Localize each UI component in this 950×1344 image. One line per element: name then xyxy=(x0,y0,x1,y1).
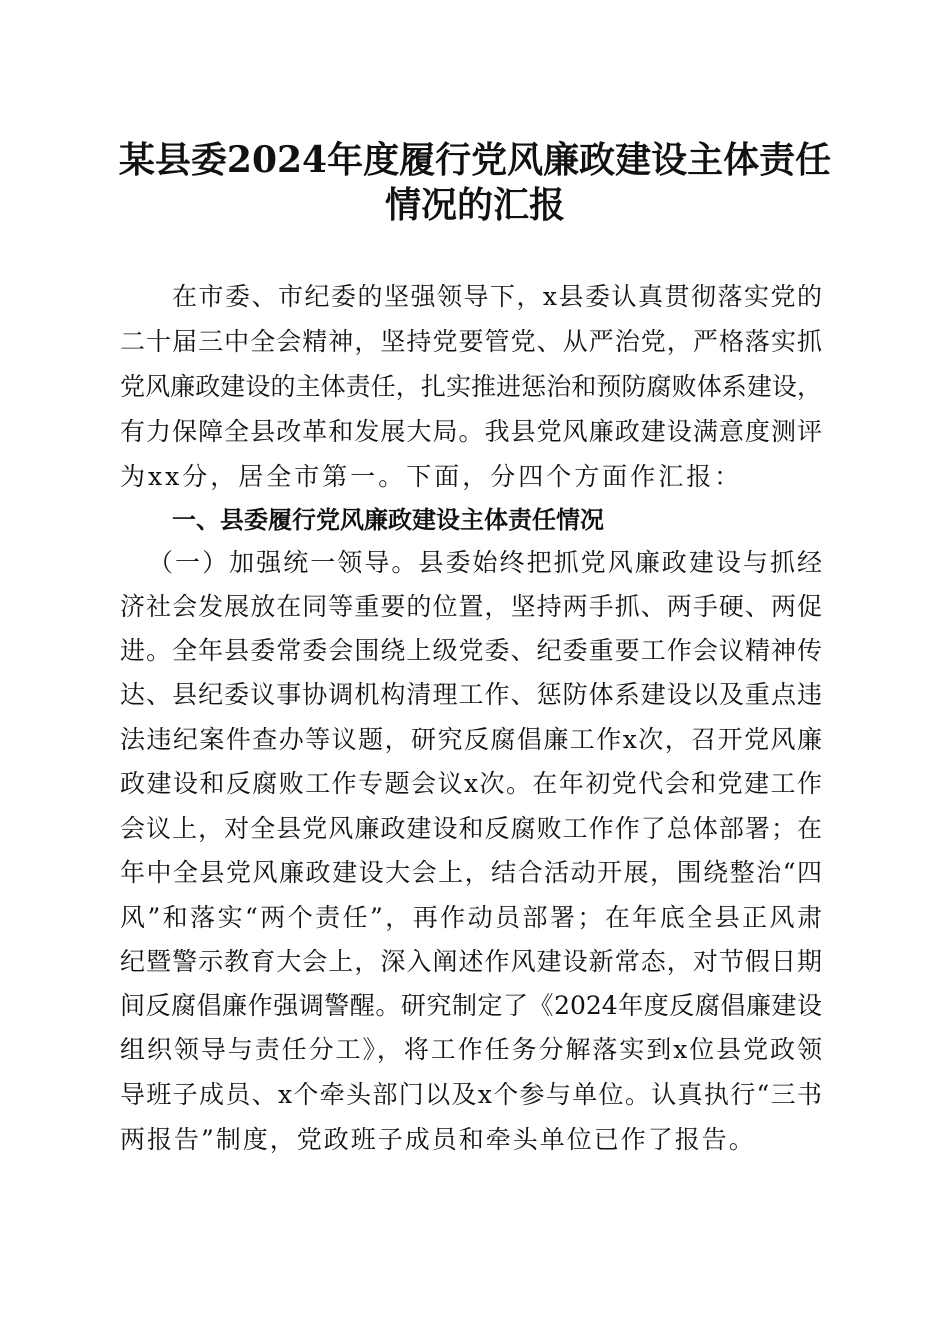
paragraph-line: 党风廉政建设的主体责任，扎实推进惩治和预防腐败体系建设， xyxy=(120,372,822,401)
paragraph-line: 济社会发展放在同等重要的位置，坚持两手抓、两手硬、两促 xyxy=(120,592,822,621)
paragraph-line: 组织领导与责任分工》，将工作任务分解落实到x位县党政领 xyxy=(120,1035,822,1064)
paragraph-line: 两报告”制度，党政班子成员和牵头单位已作了报告。 xyxy=(120,1125,756,1154)
paragraph-line: 纪暨警示教育大会上，深入阐述作风建设新常态，对节假日期 xyxy=(120,947,822,976)
paragraph-line: 进。全年县委常委会围绕上级党委、纪委重要工作会议精神传 xyxy=(120,636,822,665)
document-title-line-1: 某县委2024年度履行党风廉政建设主体责任 xyxy=(118,139,832,181)
paragraph-line: （一）加强统一领导。县委始终把抓党风廉政建设与抓经 xyxy=(148,548,822,577)
paragraph-line: 有力保障全县改革和发展大局。我县党风廉政建设满意度测评 xyxy=(120,417,822,446)
paragraph-line: 风”和落实“两个责任”，再作动员部署；在年底全县正风肃 xyxy=(120,903,822,932)
paragraph-line: 法违纪案件查办等议题，研究反腐倡廉工作x次，召开党风廉 xyxy=(120,725,822,754)
paragraph-line: 导班子成员、x个牵头部门以及x个参与单位。认真执行“三书 xyxy=(120,1080,822,1109)
paragraph-line: 间反腐倡廉作强调警醒。研究制定了《2024年度反腐倡廉建设 xyxy=(120,991,822,1020)
section-heading: 一、县委履行党风廉政建设主体责任情况 xyxy=(172,506,604,534)
paragraph-line: 在市委、市纪委的坚强领导下，x县委认真贯彻落实党的 xyxy=(172,282,822,311)
paragraph-line: 达、县纪委议事协调机构清理工作、惩防体系建设以及重点违 xyxy=(120,680,822,709)
paragraph-line: 年中全县党风廉政建设大会上，结合活动开展，围绕整治“四 xyxy=(120,858,822,887)
paragraph-line: 为xx分，居全市第一。下面，分四个方面作汇报： xyxy=(120,462,743,491)
paragraph-line: 政建设和反腐败工作专题会议x次。在年初党代会和党建工作 xyxy=(120,769,822,798)
paragraph-line: 二十届三中全会精神，坚持党要管党、从严治党，严格落实抓 xyxy=(120,327,822,356)
paragraph-line: 会议上，对全县党风廉政建设和反腐败工作作了总体部署；在 xyxy=(120,814,822,843)
document-title-line-2: 情况的汇报 xyxy=(384,184,565,226)
